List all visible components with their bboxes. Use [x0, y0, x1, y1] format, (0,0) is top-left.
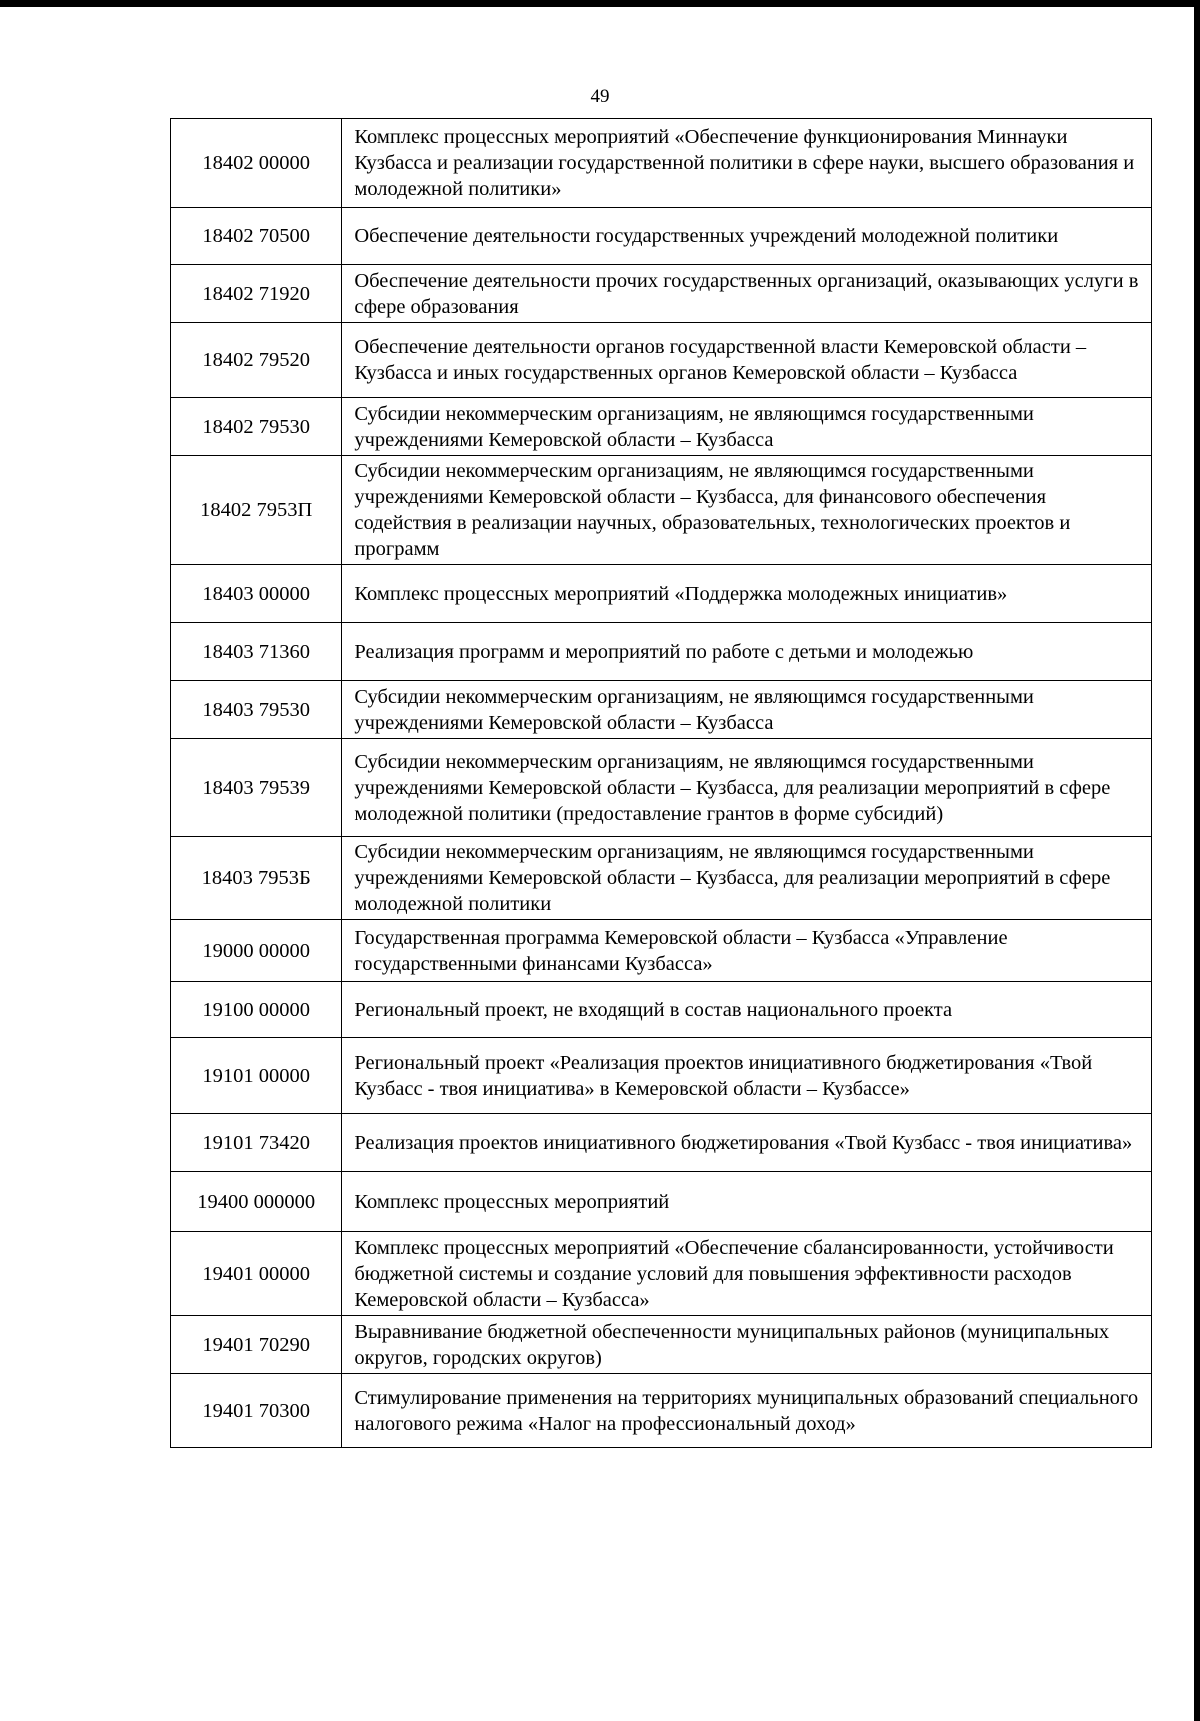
row-name: Комплекс процессных мероприятий «Обеспечение функционирования Миннауки Кузбасса и реализации государственной политики в сфере науки, высшего образования и молодежной политики»: [342, 119, 1152, 208]
scan-edge-top: [0, 0, 1200, 7]
row-name: Реализация проектов инициативного бюджетирования «Твой Кузбасс - твоя инициатива»: [342, 1114, 1152, 1172]
table-row: [171, 565, 1152, 623]
row-code: 19101 00000: [171, 1038, 342, 1114]
table-row: [171, 208, 1152, 265]
row-code: 18403 79530: [171, 681, 342, 739]
table-row: [171, 920, 1152, 982]
row-code: 18403 00000: [171, 565, 342, 623]
row-code: 18402 79530: [171, 398, 342, 456]
row-code: 19400 000000: [171, 1172, 342, 1232]
row-code: 19401 00000: [171, 1232, 342, 1316]
row-code: 19100 00000: [171, 982, 342, 1038]
row-code: 18402 79520: [171, 323, 342, 398]
row-name: Стимулирование применения на территориях муниципальных образований специального налогового режима «Налог на профессиональный доход»: [342, 1374, 1152, 1448]
budget-classification-table: [170, 118, 1152, 1448]
page-number: 49: [590, 86, 610, 107]
row-code: 18403 7953Б: [171, 837, 342, 920]
row-code: 18403 71360: [171, 623, 342, 681]
table-row: [171, 739, 1152, 837]
row-name: Субсидии некоммерческим организациям, не являющимся государственными учреждениями Кемеровской области – Кузбасса, для реализации мероприятий в сфере молодежной политики (предоставление грантов в форме субсидий): [342, 739, 1152, 837]
table-row: [171, 1374, 1152, 1448]
row-name: Обеспечение деятельности государственных учреждений молодежной политики: [342, 208, 1152, 265]
row-name: Субсидии некоммерческим организациям, не являющимся государственными учреждениями Кемеровской области – Кузбасса, для реализации мероприятий в сфере молодежной политики: [342, 837, 1152, 920]
table-row: [171, 265, 1152, 323]
table-row: [171, 1172, 1152, 1232]
row-name: Реализация программ и мероприятий по работе с детьми и молодежью: [342, 623, 1152, 681]
row-name: Комплекс процессных мероприятий «Поддержка молодежных инициатив»: [342, 565, 1152, 623]
row-name: Региональный проект, не входящий в состав национального проекта: [342, 982, 1152, 1038]
table-row: [171, 1232, 1152, 1316]
row-code: 18402 70500: [171, 208, 342, 265]
row-code: 18403 79539: [171, 739, 342, 837]
table-row: [171, 982, 1152, 1038]
row-name: Комплекс процессных мероприятий: [342, 1172, 1152, 1232]
row-name: Субсидии некоммерческим организациям, не являющимся государственными учреждениями Кемеровской области – Кузбасса: [342, 681, 1152, 739]
table-row: [171, 1316, 1152, 1374]
row-name: Государственная программа Кемеровской области – Кузбасса «Управление государственными финансами Кузбасса»: [342, 920, 1152, 982]
row-name: Обеспечение деятельности органов государственной власти Кемеровской области – Кузбасса и иных государственных органов Кемеровской области – Кузбасса: [342, 323, 1152, 398]
row-name: Региональный проект «Реализация проектов инициативного бюджетирования «Твой Кузбасс - твоя инициатива» в Кемеровской области – Кузбассе»: [342, 1038, 1152, 1114]
scan-edge-right: [1194, 0, 1200, 1721]
row-code: 18402 00000: [171, 119, 342, 208]
row-code: 19401 70300: [171, 1374, 342, 1448]
table-row: [171, 623, 1152, 681]
row-code: 19000 00000: [171, 920, 342, 982]
row-code: 19101 73420: [171, 1114, 342, 1172]
table-row: [171, 119, 1152, 208]
table-row: [171, 1038, 1152, 1114]
row-code: 18402 7953П: [171, 456, 342, 565]
row-name: Обеспечение деятельности прочих государственных организаций, оказывающих услуги в сфере образования: [342, 265, 1152, 323]
table-row: [171, 398, 1152, 456]
table-body: [171, 119, 1152, 1448]
table-row: [171, 681, 1152, 739]
table-row: [171, 837, 1152, 920]
row-name: Комплекс процессных мероприятий «Обеспечение сбалансированности, устойчивости бюджетной системы и создание условий для повышения эффективности расходов Кемеровской области – Кузбасса»: [342, 1232, 1152, 1316]
table-row: [171, 456, 1152, 565]
row-name: Субсидии некоммерческим организациям, не являющимся государственными учреждениями Кемеровской области – Кузбасса, для финансового обеспечения содействия в реализации научных, образовательных, технологических проектов и программ: [342, 456, 1152, 565]
row-code: 19401 70290: [171, 1316, 342, 1374]
table-row: [171, 323, 1152, 398]
row-name: Субсидии некоммерческим организациям, не являющимся государственными учреждениями Кемеровской области – Кузбасса: [342, 398, 1152, 456]
row-code: 18402 71920: [171, 265, 342, 323]
table-row: [171, 1114, 1152, 1172]
row-name: Выравнивание бюджетной обеспеченности муниципальных районов (муниципальных округов, городских округов): [342, 1316, 1152, 1374]
